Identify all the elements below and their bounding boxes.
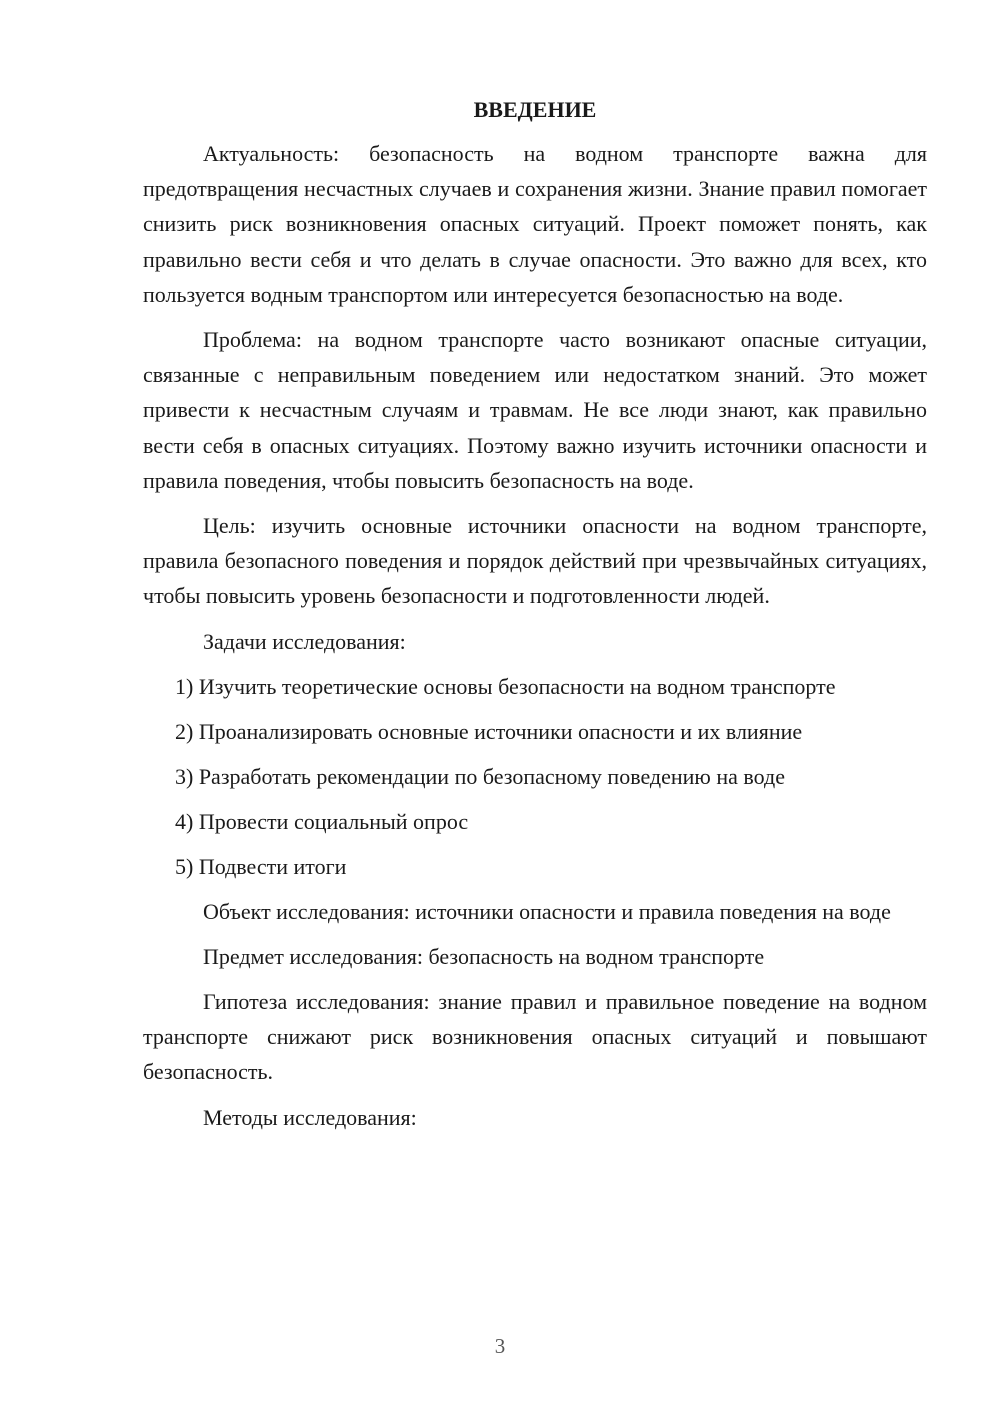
list-item: 2) Проанализировать основные источники опасности и их влияние bbox=[175, 718, 803, 744]
hypothesis-paragraph: Гипотеза исследования: знание правил и правильное поведение на водном транспорте снижают риск возникновения опасных ситуаций и повышают безопасность. bbox=[143, 989, 927, 1085]
list-item: 5) Подвести итоги bbox=[175, 853, 347, 879]
list-item: 3) Разработать рекомендации по безопасному поведению на воде bbox=[175, 763, 785, 789]
problem-paragraph: Проблема: на водном транспорте часто возникают опасные ситуации, связанные с неправильным поведением или недостатком знаний. Это может привести к несчастным случаям и травмам. Не все люди знают, как правильно вести себя в опасных ситуациях. Поэтому важно изучить источники опасности и правила поведения, чтобы повысить безопасность на воде. bbox=[143, 327, 927, 493]
page-number: 3 bbox=[494, 1334, 506, 1358]
goal-paragraph: Цель: изучить основные источники опасности на водном транспорте, правила безопасного поведения и порядок действий при чрезвычайных ситуациях, чтобы повысить уровень безопасности и подготовленности людей. bbox=[143, 513, 927, 609]
tasks-heading: Задачи исследования: bbox=[203, 628, 406, 654]
tasks-list bbox=[143, 669, 927, 884]
methods-heading: Методы исследования: bbox=[203, 1104, 417, 1130]
page-content bbox=[143, 94, 927, 1145]
subject-paragraph: Предмет исследования: безопасность на водном транспорте bbox=[203, 943, 765, 969]
relevance-paragraph: Актуальность: безопасность на водном транспорте важна для предотвращения несчастных случаев и сохранения жизни. Знание правил помогает снизить риск возникновения опасных ситуаций. Проект поможет понять, как правильно вести себя и что делать в случае опасности. Это важно для всех, кто пользуется водным транспортом или интересуется безопасностью на воде. bbox=[143, 141, 927, 307]
object-paragraph: Объект исследования: источники опасности и правила поведения на воде bbox=[203, 898, 891, 924]
list-item: 1) Изучить теоретические основы безопасности на водном транспорте bbox=[175, 673, 836, 699]
page-title: ВВЕДЕНИЕ bbox=[473, 97, 597, 122]
list-item: 4) Провести социальный опрос bbox=[175, 808, 469, 834]
